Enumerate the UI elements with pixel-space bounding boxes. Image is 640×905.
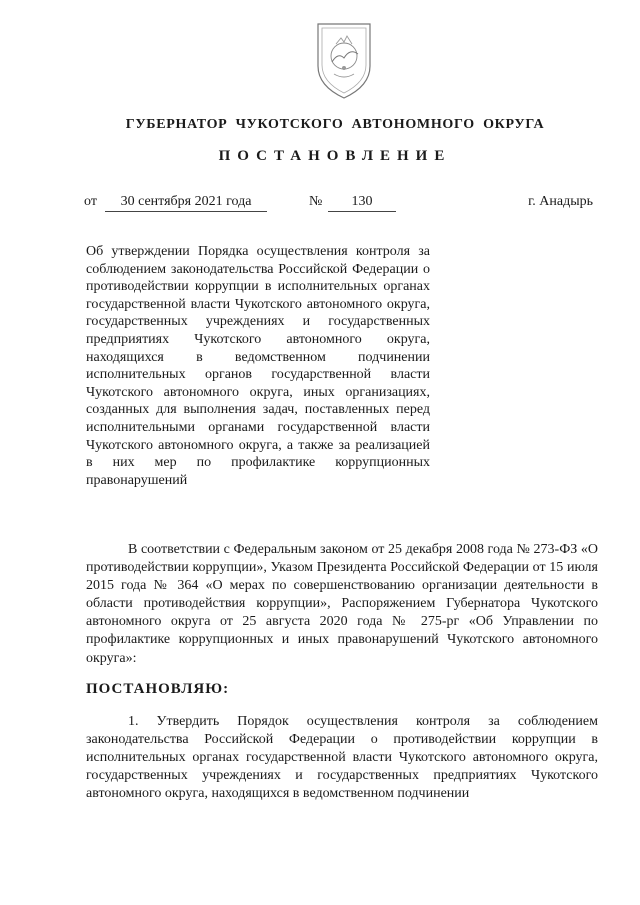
decree-date: 30 сентября 2021 года [105,193,267,212]
resolve-heading: ПОСТАНОВЛЯЮ: [86,681,230,697]
issue-city: г. Анадырь [528,194,593,209]
preamble-paragraph: В соответствии с Федеральным законом от 25 декабря 2008 года № 273-ФЗ «О противодействии коррупции», Указом Президента Российской Федерации от 15 июля 2015 года № 364 «О мерах по совершенствованию организации деятельности в области противодействия коррупции», Распоряжением Губернатора Чукотского автономного округа от 25 августа 2020 года № 275-рг «Об Управлении по профилактике коррупционных и иных правонарушений Чукотского автономного округа»: [86,542,598,666]
document-type-title: ПОСТАНОВЛЕНИЕ [218,148,452,164]
number-label: № [309,194,323,209]
chukotka-coat-of-arms-icon [314,22,374,100]
decree-subject: Об утверждении Порядка осуществления контроля за соблюдением законодательства Российской Федерации о противодействии коррупции в исполнительных органах государственной власти Чукотского автономного округа, государственных учреждениях и государственных предприятиях Чукотского автономного округа, находящихся в ведомственном подчинении исполнительных органов государственной власти Чукотского автономного округа, иных организациях, созданных для выполнения задач, поставленных перед исполнительными органами государственной власти Чукотского автономного округа, а также за реализацией в них мер по профилактике коррупционных правонарушений [86,244,430,488]
decree-number: 130 [328,193,396,212]
date-from-label: от [84,194,97,209]
governor-title: ГУБЕРНАТОР ЧУКОТСКОГО АВТОНОМНОГО ОКРУГА [125,117,545,132]
point-paragraph: 1. Утвердить Порядок осуществления контроля за соблюдением законодательства Российской Федерации о противодействии коррупции в исполнительных органах государственной власти Чукотского автономного округа, государственных учреждениях и государственных предприятиях Чукотского автономного округа, находящихся в ведомственном подчинении [86,714,598,802]
